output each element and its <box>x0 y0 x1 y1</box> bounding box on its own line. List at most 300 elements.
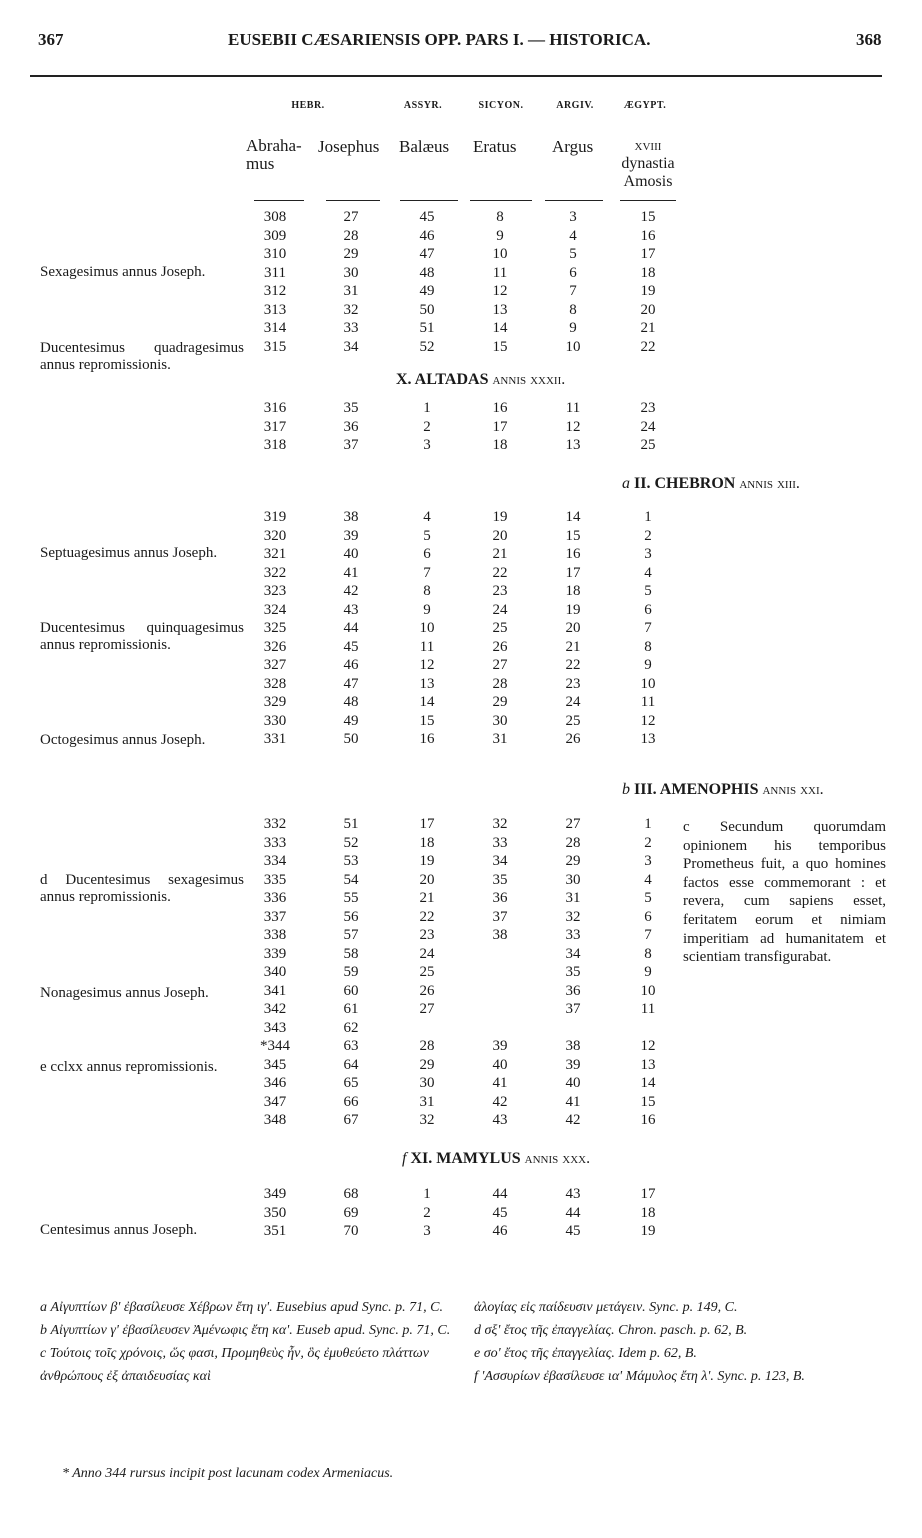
table-cell-col-argus: 42 <box>565 1112 581 1128</box>
reign-duration: annis xiii. <box>739 475 800 492</box>
table-cell-col-abrahamus: 329 <box>263 694 287 710</box>
col-underline <box>400 200 458 201</box>
table-cell-col-argus: 9 <box>569 320 577 336</box>
table-cell-col-josephus: 41 <box>343 564 359 581</box>
table-cell-col-josephus: 51 <box>343 816 359 832</box>
table-cell-col-amosis: 17 <box>640 1186 656 1202</box>
table-cell-col-argus: 13 <box>565 437 581 453</box>
table-cell-col-josephus: 39 <box>343 527 359 544</box>
table-cell-col-argus: 17 <box>565 564 581 581</box>
table-cell-col-eratus: 43 <box>492 1112 508 1128</box>
reign-heading-mamylus <box>402 1150 590 1168</box>
table-cell-col-amosis: 13 <box>640 1056 656 1073</box>
reign-duration: annis xxx. <box>524 1150 591 1167</box>
table-cell-col-balaeus: 17 <box>419 816 435 832</box>
table-cell-col-abrahamus: 335 <box>263 871 287 888</box>
col-name-argus: Argus <box>552 137 594 156</box>
table-cell-col-eratus: 9 <box>496 227 504 244</box>
table-cell-col-amosis: 1 <box>644 816 652 832</box>
table-cell-col-amosis: 13 <box>640 731 656 747</box>
table-cell-col-amosis: 8 <box>644 638 652 655</box>
table-cell-col-balaeus: 23 <box>419 927 435 943</box>
table-cell-col-josephus: 46 <box>343 657 359 673</box>
table-cell-col-balaeus: 29 <box>419 1056 435 1073</box>
table-cell-col-argus: 12 <box>565 418 581 435</box>
table-cell-col-eratus: 14 <box>492 320 508 336</box>
table-cell-col-balaeus: 1 <box>423 400 431 416</box>
table-cell-col-balaeus: 52 <box>419 338 435 355</box>
table-cell-col-amosis: 12 <box>640 1038 656 1054</box>
table-cell-col-argus: 23 <box>565 675 581 692</box>
table-cell-col-josephus: 33 <box>343 320 359 336</box>
table-cell-col-abrahamus: 316 <box>263 400 287 416</box>
col-name-line: Abraha- <box>246 136 302 155</box>
table-cell-col-argus: 5 <box>569 246 577 262</box>
table-cell-col-josephus: 52 <box>343 834 359 851</box>
table-cell-col-eratus: 8 <box>496 209 504 225</box>
table-cell-col-josephus: 69 <box>343 1204 359 1221</box>
table-cell-col-abrahamus: 310 <box>263 246 287 262</box>
table-cell-col-argus: 27 <box>565 816 581 832</box>
table-cell-col-abrahamus: 328 <box>263 675 287 692</box>
table-cell-col-josephus: 32 <box>343 301 359 318</box>
table-cell-col-balaeus: 19 <box>419 853 435 869</box>
table-cell-col-argus: 36 <box>565 982 581 999</box>
table-cell-col-balaeus: 31 <box>419 1093 435 1110</box>
table-cell-col-abrahamus: 332 <box>263 816 287 832</box>
table-cell-col-abrahamus: 308 <box>263 209 287 225</box>
table-cell-col-abrahamus: 351 <box>263 1223 287 1239</box>
table-cell-col-balaeus: 18 <box>419 834 435 851</box>
table-cell-col-abrahamus: 314 <box>263 320 287 336</box>
table-cell-col-eratus: 24 <box>492 601 508 618</box>
table-cell-col-balaeus: 24 <box>419 945 435 962</box>
table-cell-col-balaeus: 5 <box>423 527 431 544</box>
table-cell-col-eratus: 19 <box>492 509 508 525</box>
col-name-line: xviii <box>634 137 662 154</box>
table-cell-col-balaeus: 26 <box>419 982 435 999</box>
table-cell-col-abrahamus: 336 <box>263 890 287 906</box>
table-cell-col-josephus: 48 <box>343 694 359 710</box>
table-cell-col-balaeus: 48 <box>419 264 435 281</box>
reign-duration: annis xxi. <box>762 781 824 798</box>
table-cell-col-balaeus: 45 <box>419 209 435 225</box>
table-cell-col-amosis: 24 <box>640 418 656 435</box>
table-cell-col-amosis: 11 <box>640 1001 656 1017</box>
reign-name: XI. MAMYLUS <box>410 1150 521 1167</box>
table-cell-col-balaeus: 51 <box>419 320 435 336</box>
side-note: Ducentesimus quinquagesimus annus repromissionis. <box>40 620 244 653</box>
col-name-josephus: Josephus <box>318 137 380 156</box>
bottom-note: * Anno 344 rursus incipit post lacunam codex Armeniacus. <box>62 1466 394 1481</box>
table-cell-col-eratus: 11 <box>492 264 508 281</box>
table-cell-col-abrahamus: 322 <box>263 564 287 581</box>
table-cell-col-josephus: 30 <box>343 264 359 281</box>
table-cell-col-argus: 3 <box>569 209 577 225</box>
col-underline <box>545 200 603 201</box>
table-cell-col-amosis: 10 <box>640 675 656 692</box>
side-note: Centesimus annus Joseph. <box>40 1222 198 1238</box>
table-cell-col-amosis: 15 <box>640 1093 656 1110</box>
table-cell-col-balaeus: 46 <box>419 227 435 244</box>
page-number-right: 368 <box>856 30 882 49</box>
table-cell-col-argus: 40 <box>565 1075 581 1091</box>
table-cell-col-josephus: 55 <box>343 890 359 906</box>
table-cell-col-josephus: 35 <box>343 400 359 416</box>
col-name-eratus: Eratus <box>473 137 517 156</box>
table-cell-col-balaeus: 50 <box>419 301 435 318</box>
footnote: d σξ' ἔτος τῆς ἐπαγγελίας. Chron. pasch. p. 62, B. <box>474 1323 748 1338</box>
table-cell-col-eratus: 35 <box>492 871 508 888</box>
table-cell-col-balaeus: 2 <box>423 418 431 435</box>
table-cell-col-abrahamus: 323 <box>263 583 287 599</box>
table-cell-col-argus: 25 <box>565 712 581 729</box>
table-cell-col-abrahamus: 342 <box>263 1001 287 1017</box>
table-cell-col-amosis: 16 <box>640 227 656 244</box>
table-cell-col-abrahamus: 346 <box>263 1075 287 1091</box>
table-cell-col-balaeus: 3 <box>423 1223 431 1239</box>
table-cell-col-josephus: 66 <box>343 1093 359 1110</box>
table-cell-col-abrahamus: 340 <box>263 964 287 980</box>
table-cell-col-balaeus: 47 <box>419 246 435 262</box>
table-cell-col-eratus: 37 <box>492 908 508 925</box>
table-cell-col-abrahamus: 312 <box>263 283 287 299</box>
table-cell-col-balaeus: 22 <box>419 908 435 925</box>
footnote: f 'Ασσυρίων ἐβασίλευσε ια' Μάμυλος ἔτη λ'. Sync. p. 123, B. <box>474 1369 805 1384</box>
table-cell-col-eratus: 46 <box>492 1223 508 1239</box>
table-cell-col-abrahamus: 319 <box>263 509 287 525</box>
col-group-argiv: ARGIV. <box>556 100 594 111</box>
table-cell-col-abrahamus: 343 <box>263 1019 287 1036</box>
table-cell-col-amosis: 14 <box>640 1075 656 1091</box>
table-cell-col-amosis: 9 <box>644 964 652 980</box>
table-cell-col-abrahamus: 337 <box>263 908 287 925</box>
table-cell-col-eratus: 34 <box>492 853 508 869</box>
table-cell-col-josephus: 54 <box>343 871 359 888</box>
side-note: Sexagesimus annus Joseph. <box>40 264 206 280</box>
table-cell-col-abrahamus: 349 <box>263 1186 287 1202</box>
table-cell-col-josephus: 59 <box>343 964 359 980</box>
table-cell-col-josephus: 68 <box>343 1186 359 1202</box>
footnote-mark: b <box>622 781 630 798</box>
table-cell-col-argus: 39 <box>565 1056 581 1073</box>
col-underline <box>326 200 380 201</box>
table-cell-col-balaeus: 3 <box>423 437 431 453</box>
table-cell-col-eratus: 18 <box>492 437 508 453</box>
footnote: b Αἰγυπτίων γ' ἐβασίλευσεν Ἀμένωφις ἔτη κα'. Euseb apud. Sync. p. 71, C. <box>40 1323 451 1338</box>
table-cell-col-josephus: 65 <box>343 1075 359 1091</box>
table-cell-col-amosis: 1 <box>644 509 652 525</box>
table-cell-col-argus: 22 <box>565 657 581 673</box>
table-cell-col-josephus: 49 <box>343 712 359 729</box>
table-cell-col-argus: 30 <box>565 871 581 888</box>
table-cell-col-argus: 33 <box>565 927 581 943</box>
table-cell-col-balaeus: 32 <box>419 1112 435 1128</box>
table-cell-col-balaeus: 20 <box>419 871 435 888</box>
table-cell-col-argus: 28 <box>565 834 581 851</box>
table-cell-col-josephus: 60 <box>343 982 359 999</box>
col-underline <box>254 200 304 201</box>
table-cell-col-josephus: 50 <box>343 731 359 747</box>
reign-heading-chebron <box>622 475 800 493</box>
running-title: EUSEBII CÆSARIENSIS OPP. PARS I. — HISTORICA. <box>228 30 651 49</box>
table-cell-col-abrahamus: 318 <box>263 437 287 453</box>
table-cell-col-eratus: 12 <box>492 283 508 299</box>
side-note: Septuagesimus annus Joseph. <box>40 545 218 561</box>
col-name-line: mus <box>246 154 275 173</box>
table-cell-col-eratus: 23 <box>492 583 508 599</box>
prometheus-note: c Secundum quorumdam opinionem his temporibus Prometheus fuit, a quo homines factos esse commemorant : et revera, cum sapiens esset, feritatem eorum et nimiam imperitiam ad humanitatem et scientiam transfigurabat. <box>683 819 886 966</box>
table-cell-col-eratus: 21 <box>492 546 508 562</box>
reign-name: II. CHEBRON <box>634 475 736 492</box>
table-cell-col-eratus: 36 <box>492 890 508 906</box>
table-cell-col-josephus: 27 <box>343 209 359 225</box>
table-cell-col-josephus: 44 <box>343 620 359 636</box>
table-cell-col-eratus: 45 <box>492 1204 508 1221</box>
reign-heading-amenophis <box>622 781 824 799</box>
table-cell-col-abrahamus: 326 <box>263 638 287 655</box>
table-cell-col-argus: 10 <box>565 338 581 355</box>
table-cell-col-abrahamus: 334 <box>263 853 287 869</box>
table-cell-col-eratus: 25 <box>492 620 508 636</box>
side-note: Ducentesimus quadragesimus annus repromissionis. <box>40 340 244 373</box>
table-cell-col-josephus: 42 <box>343 583 359 599</box>
table-cell-col-amosis: 10 <box>640 982 656 999</box>
table-cell-col-amosis: 2 <box>644 527 652 544</box>
table-cell-col-balaeus: 16 <box>419 731 435 747</box>
table-cell-col-amosis: 20 <box>640 301 656 318</box>
table-cell-col-eratus: 29 <box>492 694 508 710</box>
table-cell-col-abrahamus: 325 <box>263 620 287 636</box>
table-cell-col-josephus: 43 <box>343 601 359 618</box>
table-cell-col-josephus: 58 <box>343 945 359 962</box>
table-cell-col-balaeus: 6 <box>423 546 431 562</box>
table-cell-col-eratus: 13 <box>492 301 508 318</box>
table-cell-col-eratus: 31 <box>492 731 508 747</box>
table-cell-col-balaeus: 2 <box>423 1204 431 1221</box>
table-cell-col-argus: 18 <box>565 583 581 599</box>
table-cell-col-josephus: 45 <box>343 638 359 655</box>
table-cell-col-josephus: 53 <box>343 853 359 869</box>
col-name-line: dynastia <box>621 155 675 172</box>
col-underline <box>620 200 676 201</box>
side-note: Nonagesimus annus Joseph. <box>40 985 209 1001</box>
table-cell-col-josephus: 63 <box>343 1038 359 1054</box>
table-cell-col-abrahamus: 347 <box>263 1093 287 1110</box>
table-cell-col-balaeus: 28 <box>419 1038 435 1054</box>
table-cell-col-abrahamus: 321 <box>263 546 287 562</box>
table-cell-col-amosis: 11 <box>640 694 656 710</box>
table-cell-col-argus: 31 <box>565 890 581 906</box>
table-cell-col-josephus: 70 <box>343 1223 359 1239</box>
table-cell-col-eratus: 32 <box>492 816 508 832</box>
table-cell-col-argus: 44 <box>565 1204 581 1221</box>
table-cell-col-josephus: 28 <box>343 227 359 244</box>
table-cell-col-amosis: 21 <box>640 320 656 336</box>
table-cell-col-josephus: 62 <box>343 1019 359 1036</box>
table-cell-col-argus: 15 <box>565 527 581 544</box>
table-cell-col-josephus: 67 <box>343 1112 359 1128</box>
table-cell-col-amosis: 9 <box>644 657 652 673</box>
table-cell-col-argus: 14 <box>565 509 581 525</box>
footnote: a Αἰγυπτίων β' ἐβασίλευσε Χέβρων ἔτη ιγ'. Eusebius apud Sync. p. 71, C. <box>40 1300 443 1315</box>
table-cell-col-abrahamus: 341 <box>263 982 287 999</box>
table-cell-col-argus: 20 <box>565 620 581 636</box>
table-cell-col-argus: 8 <box>569 301 577 318</box>
table-cell-col-abrahamus: 320 <box>263 527 287 544</box>
footnotes-right <box>474 1296 890 1388</box>
table-cell-col-eratus: 22 <box>492 564 508 581</box>
table-cell-col-amosis: 19 <box>640 1223 656 1239</box>
table-cell-col-amosis: 4 <box>644 871 652 888</box>
table-cell-col-amosis: 3 <box>644 546 652 562</box>
table-cell-col-balaeus: 9 <box>423 601 431 618</box>
table-cell-col-amosis: 8 <box>644 945 652 962</box>
table-cell-col-balaeus: 14 <box>419 694 435 710</box>
table-cell-col-argus: 41 <box>565 1093 581 1110</box>
table-cell-col-abrahamus: 345 <box>263 1056 287 1073</box>
table-cell-col-balaeus: 10 <box>419 620 435 636</box>
table-cell-col-argus: 7 <box>569 283 577 299</box>
table-cell-col-balaeus: 1 <box>423 1186 431 1202</box>
table-cell-col-eratus: 42 <box>492 1093 508 1110</box>
footnote-mark: a <box>622 475 630 492</box>
table-cell-col-balaeus: 11 <box>419 638 435 655</box>
table-cell-col-josephus: 47 <box>343 675 359 692</box>
table-cell-col-abrahamus: 327 <box>263 657 287 673</box>
table-cell-col-balaeus: 8 <box>423 583 431 599</box>
table-cell-col-balaeus: 49 <box>419 283 435 299</box>
table-cell-col-amosis: 17 <box>640 246 656 262</box>
table-cell-col-amosis: 22 <box>640 338 656 355</box>
table-cell-col-abrahamus: 309 <box>263 227 287 244</box>
table-cell-col-argus: 45 <box>565 1223 581 1239</box>
table-cell-col-balaeus: 21 <box>419 890 435 906</box>
table-cell-col-eratus: 10 <box>492 246 508 262</box>
col-group-sicyon: SICYON. <box>478 100 524 111</box>
table-cell-col-abrahamus: 317 <box>263 418 287 435</box>
footnotes-left <box>40 1296 452 1388</box>
table-cell-col-eratus: 27 <box>492 657 508 673</box>
col-group-assyr: ASSYR. <box>403 100 443 111</box>
table-cell-col-argus: 24 <box>565 694 581 710</box>
footnote: e σο' ἔτος τῆς ἐπαγγελίας. Idem p. 62, B. <box>474 1346 697 1361</box>
table-cell-col-argus: 4 <box>569 227 577 244</box>
footnote: ἀλογίας εἰς παίδευσιν μετάγειν. Sync. p. 149, C. <box>474 1300 738 1315</box>
table-cell-col-eratus: 28 <box>492 675 508 692</box>
table-cell-col-balaeus: 7 <box>423 564 431 581</box>
side-note: d Ducentesimus sexagesimus annus repromissionis. <box>40 872 244 905</box>
table-cell-col-balaeus: 27 <box>419 1001 435 1017</box>
table-cell-col-eratus: 38 <box>492 927 508 943</box>
header-rule <box>30 75 882 77</box>
table-cell-col-eratus: 33 <box>492 834 508 851</box>
side-note: Octogesimus annus Joseph. <box>40 732 206 748</box>
table-cell-col-argus: 35 <box>565 964 581 980</box>
col-group-aegypt: ÆGYPT. <box>623 100 667 111</box>
table-cell-col-josephus: 31 <box>343 283 359 299</box>
table-cell-col-amosis: 5 <box>644 583 652 599</box>
table-cell-col-eratus: 17 <box>492 418 508 435</box>
table-cell-col-amosis: 2 <box>644 834 652 851</box>
col-underline <box>470 200 532 201</box>
table-cell-col-eratus: 30 <box>492 712 508 729</box>
table-cell-col-eratus: 15 <box>492 338 508 355</box>
table-cell-col-argus: 37 <box>565 1001 581 1017</box>
col-name-balaeus: Balæus <box>399 137 450 156</box>
table-cell-col-abrahamus: 339 <box>263 945 287 962</box>
table-cell-col-amosis: 4 <box>644 564 652 581</box>
table-cell-col-josephus: 29 <box>343 246 359 262</box>
table-cell-col-argus: 29 <box>565 853 581 869</box>
table-cell-col-josephus: 37 <box>343 437 359 453</box>
table-cell-col-amosis: 7 <box>644 620 652 636</box>
table-cell-col-balaeus: 15 <box>419 712 435 729</box>
table-cell-col-balaeus: 12 <box>419 657 435 673</box>
table-cell-col-amosis: 16 <box>640 1112 656 1128</box>
table-cell-col-amosis: 7 <box>644 927 652 943</box>
table-cell-col-eratus: 26 <box>492 638 508 655</box>
footnote: c Τούτοις τοῖς χρόνοις, ὥς φασι, Προμηθεὺς ἦν, ὃς ἐμυθεύετο πλάττων ἀνθρώπους ἐξ ἀπαιδευσίας καὶ <box>40 1346 429 1384</box>
table-cell-col-josephus: 40 <box>343 546 359 562</box>
table-cell-col-amosis: 25 <box>640 437 656 453</box>
side-note: e cclxx annus repromissionis. <box>40 1059 218 1075</box>
table-cell-col-amosis: 6 <box>644 908 652 925</box>
table-cell-col-abrahamus: *344 <box>260 1038 290 1054</box>
table-cell-col-amosis: 18 <box>640 1204 656 1221</box>
reign-name: X. ALTADAS <box>396 371 489 388</box>
col-group-hebr: HEBR. <box>291 100 325 111</box>
table-cell-col-eratus: 44 <box>492 1186 508 1202</box>
table-cell-col-amosis: 19 <box>640 283 656 299</box>
col-name-abrahamus <box>246 137 302 173</box>
table-cell-col-argus: 38 <box>565 1038 581 1054</box>
table-cell-col-balaeus: 4 <box>423 509 431 525</box>
table-cell-col-argus: 32 <box>565 908 581 925</box>
table-cell-col-amosis: 18 <box>640 264 656 281</box>
table-cell-col-josephus: 56 <box>343 908 359 925</box>
table-cell-col-eratus: 20 <box>492 527 508 544</box>
table-cell-col-eratus: 41 <box>492 1075 508 1091</box>
table-cell-col-argus: 26 <box>565 731 581 747</box>
table-cell-col-abrahamus: 331 <box>263 731 287 747</box>
table-cell-col-argus: 11 <box>565 400 581 416</box>
table-cell-col-abrahamus: 330 <box>263 712 287 729</box>
table-cell-col-abrahamus: 311 <box>264 264 286 281</box>
table-cell-col-amosis: 15 <box>640 209 656 225</box>
table-cell-col-abrahamus: 348 <box>263 1112 287 1128</box>
col-name-line: Amosis <box>623 173 673 190</box>
reign-heading-altadas <box>396 371 565 389</box>
table-cell-col-abrahamus: 324 <box>263 601 287 618</box>
reign-duration: annis xxxii. <box>492 371 566 388</box>
footnote-mark: f <box>402 1150 407 1167</box>
table-cell-col-abrahamus: 333 <box>263 834 287 851</box>
table-cell-col-abrahamus: 315 <box>263 338 287 355</box>
table-cell-col-balaeus: 25 <box>419 964 435 980</box>
reign-name: III. AMENOPHIS <box>634 781 759 798</box>
table-cell-col-balaeus: 30 <box>419 1075 435 1091</box>
table-cell-col-amosis: 5 <box>644 890 652 906</box>
table-cell-col-argus: 19 <box>565 601 581 618</box>
table-cell-col-amosis: 12 <box>640 712 656 729</box>
table-cell-col-balaeus: 13 <box>419 675 435 692</box>
table-cell-col-eratus: 39 <box>492 1038 508 1054</box>
table-cell-col-abrahamus: 338 <box>263 927 287 943</box>
table-cell-col-josephus: 34 <box>343 338 359 355</box>
table-cell-col-argus: 21 <box>565 638 581 655</box>
table-cell-col-josephus: 64 <box>343 1056 359 1073</box>
